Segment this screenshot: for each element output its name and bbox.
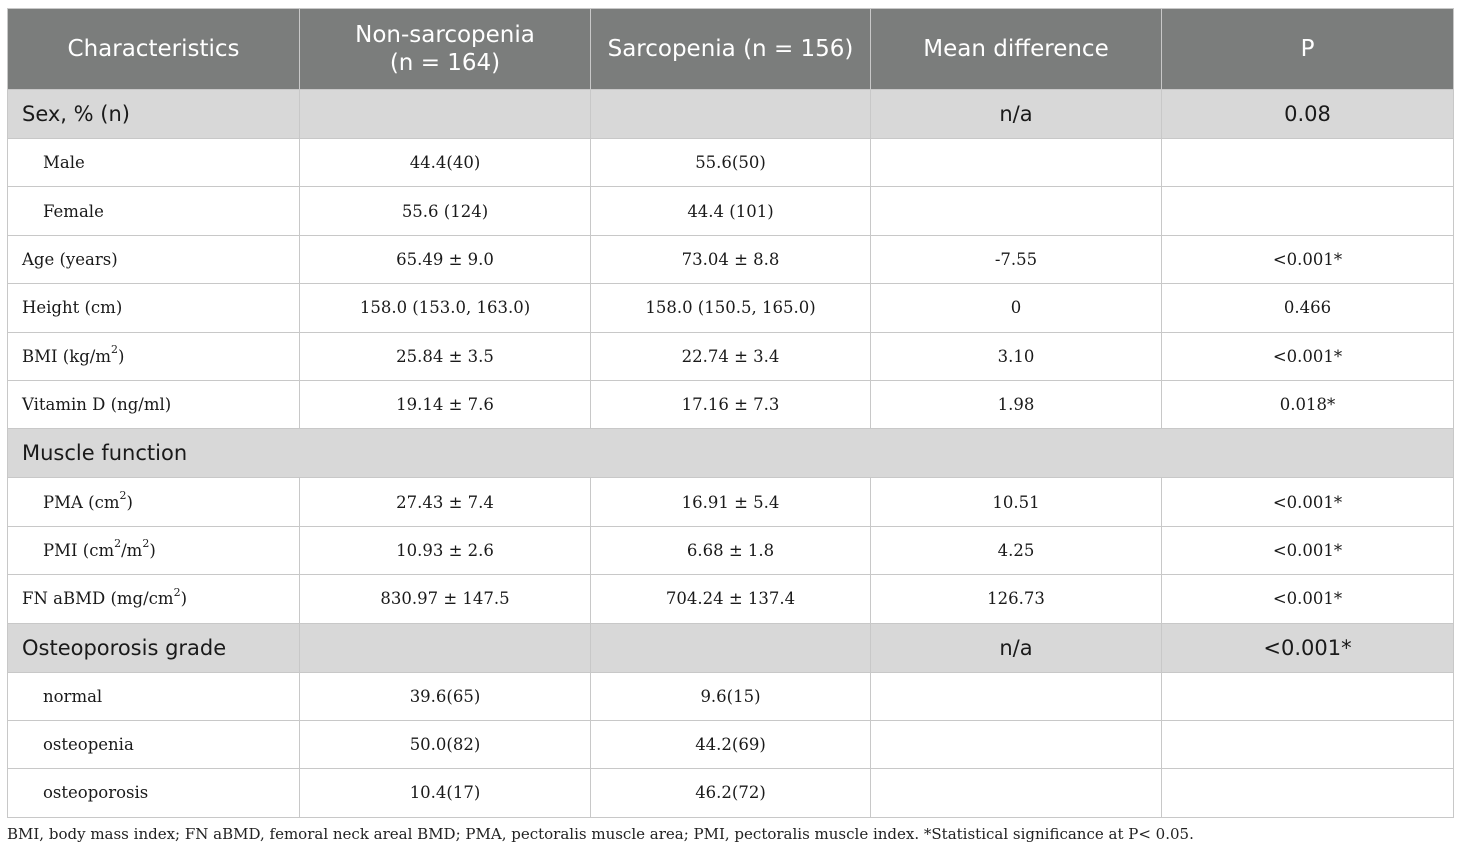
- cell-non-sarcopenia: [300, 90, 591, 139]
- cell-mean-difference: 0: [871, 284, 1162, 332]
- label-text: ): [126, 492, 133, 512]
- table-row-pmi: [8, 526, 1454, 574]
- cell-sarcopenia: 44.2(69): [591, 720, 871, 768]
- cell-non-sarcopenia: [300, 623, 591, 672]
- table-row-bmi: [8, 332, 1454, 380]
- section-row-osteoporosis-grade: [8, 623, 1454, 672]
- label-text: /m: [121, 540, 143, 560]
- cell-p: [1162, 672, 1454, 720]
- table-row-height: [8, 284, 1454, 332]
- row-label: Age (years): [8, 235, 300, 283]
- header-sarcopenia: Sarcopenia (n = 156): [591, 9, 871, 90]
- label-superscript: 2: [114, 537, 122, 551]
- row-label: Female: [8, 187, 300, 235]
- cell-mean-difference: 1.98: [871, 380, 1162, 428]
- table-row-fn-abmd: [8, 575, 1454, 623]
- row-label: Osteoporosis grade: [8, 623, 300, 672]
- cell-p: <0.001*: [1162, 478, 1454, 526]
- cell-sarcopenia: [591, 623, 871, 672]
- cell-p: [1162, 720, 1454, 768]
- cell-mean-difference: [871, 672, 1162, 720]
- row-label: [8, 575, 300, 623]
- cell-non-sarcopenia: 830.97 ± 147.5: [300, 575, 591, 623]
- cell-p: <0.001*: [1162, 623, 1454, 672]
- header-p: P: [1162, 9, 1454, 90]
- cell-non-sarcopenia: 158.0 (153.0, 163.0): [300, 284, 591, 332]
- row-label: Male: [8, 139, 300, 187]
- cell-sarcopenia: 17.16 ± 7.3: [591, 380, 871, 428]
- cell-sarcopenia: [591, 90, 871, 139]
- row-label: Sex, % (n): [8, 90, 300, 139]
- cell-non-sarcopenia: 27.43 ± 7.4: [300, 478, 591, 526]
- section-row-muscle-function: [8, 429, 1454, 478]
- table-row-vitamin-d: [8, 380, 1454, 428]
- row-label: Height (cm): [8, 284, 300, 332]
- cell-p: <0.001*: [1162, 575, 1454, 623]
- row-label: [8, 526, 300, 574]
- cell-non-sarcopenia: 44.4(40): [300, 139, 591, 187]
- label-superscript: 2: [111, 343, 118, 357]
- label-text: FN aBMD (mg/cm: [22, 589, 174, 609]
- label-text: PMA (cm: [43, 492, 120, 512]
- cell-mean-difference: [871, 139, 1162, 187]
- row-label: [8, 478, 300, 526]
- table-row-osteopenia: [8, 720, 1454, 768]
- cell-non-sarcopenia: 19.14 ± 7.6: [300, 380, 591, 428]
- cell-sarcopenia: 55.6(50): [591, 139, 871, 187]
- label-text: ): [180, 589, 187, 609]
- cell-p: 0.08: [1162, 90, 1454, 139]
- cell-mean-difference: [871, 187, 1162, 235]
- cell-sarcopenia: 704.24 ± 137.4: [591, 575, 871, 623]
- cell-p: [1162, 187, 1454, 235]
- cell-non-sarcopenia: 25.84 ± 3.5: [300, 332, 591, 380]
- cell-p: [1162, 139, 1454, 187]
- cell-sarcopenia: 46.2(72): [591, 769, 871, 817]
- label-superscript: 2: [142, 537, 150, 551]
- cell-p: 0.018*: [1162, 380, 1454, 428]
- table-row-male: [8, 139, 1454, 187]
- cell-mean-difference: 10.51: [871, 478, 1162, 526]
- row-label: [8, 332, 300, 380]
- cell-mean-difference: 4.25: [871, 526, 1162, 574]
- label-text: ): [118, 346, 125, 366]
- table-row-normal: [8, 672, 1454, 720]
- cell-non-sarcopenia: 50.0(82): [300, 720, 591, 768]
- cell-mean-difference: -7.55: [871, 235, 1162, 283]
- label-text: ): [149, 540, 156, 560]
- cell-sarcopenia: 9.6(15): [591, 672, 871, 720]
- table-row-pma: [8, 478, 1454, 526]
- characteristics-table: [7, 8, 1454, 818]
- cell-sarcopenia: 44.4 (101): [591, 187, 871, 235]
- header-mean-difference: Mean difference: [871, 9, 1162, 90]
- cell-sarcopenia: 16.91 ± 5.4: [591, 478, 871, 526]
- header-non-sarcopenia: Non-sarcopenia (n = 164): [300, 9, 591, 90]
- label-text: PMI (cm: [43, 540, 115, 560]
- table-row-female: [8, 187, 1454, 235]
- cell-p: 0.466: [1162, 284, 1454, 332]
- cell-mean-difference: n/a: [871, 623, 1162, 672]
- cell-mean-difference: 3.10: [871, 332, 1162, 380]
- cell-non-sarcopenia: 65.49 ± 9.0: [300, 235, 591, 283]
- cell-mean-difference: 126.73: [871, 575, 1162, 623]
- row-label: normal: [8, 672, 300, 720]
- section-row-sex: [8, 90, 1454, 139]
- cell-sarcopenia: 73.04 ± 8.8: [591, 235, 871, 283]
- cell-p: <0.001*: [1162, 526, 1454, 574]
- row-label: osteopenia: [8, 720, 300, 768]
- row-label: Muscle function: [8, 429, 1454, 478]
- cell-sarcopenia: 22.74 ± 3.4: [591, 332, 871, 380]
- cell-sarcopenia: 158.0 (150.5, 165.0): [591, 284, 871, 332]
- cell-non-sarcopenia: 10.4(17): [300, 769, 591, 817]
- row-label: Vitamin D (ng/ml): [8, 380, 300, 428]
- header-characteristics: Characteristics: [8, 9, 300, 90]
- cell-p: [1162, 769, 1454, 817]
- cell-non-sarcopenia: 55.6 (124): [300, 187, 591, 235]
- cell-non-sarcopenia: 39.6(65): [300, 672, 591, 720]
- cell-p: <0.001*: [1162, 235, 1454, 283]
- cell-mean-difference: [871, 720, 1162, 768]
- label-superscript: 2: [173, 585, 181, 599]
- cell-mean-difference: n/a: [871, 90, 1162, 139]
- cell-non-sarcopenia: 10.93 ± 2.6: [300, 526, 591, 574]
- cell-sarcopenia: 6.68 ± 1.8: [591, 526, 871, 574]
- header-row: [8, 9, 1454, 90]
- table-row-osteoporosis: [8, 769, 1454, 817]
- cell-p: <0.001*: [1162, 332, 1454, 380]
- table-footnote: BMI, body mass index; FN aBMD, femoral neck areal BMD; PMA, pectoralis muscle area; PMI, pectoralis muscle index. *Statistical significance at P< 0.05.: [7, 825, 1194, 843]
- table-row-age: [8, 235, 1454, 283]
- row-label: osteoporosis: [8, 769, 300, 817]
- label-superscript: 2: [119, 489, 127, 503]
- label-text: BMI (kg/m: [22, 346, 111, 366]
- cell-mean-difference: [871, 769, 1162, 817]
